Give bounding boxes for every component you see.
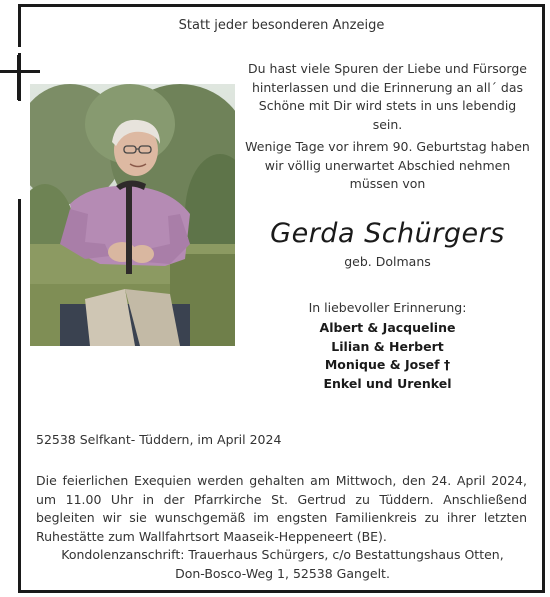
condolence-line: Kondolenzanschrift: Trauerhaus Schürgers, c/o Bestattungshaus Otten, xyxy=(61,547,504,562)
deceased-name: Gerda Schürgers xyxy=(270,218,505,249)
mourner-entry: Lilian & Herbert xyxy=(331,338,444,354)
mourner-entry: Enkel und Urenkel xyxy=(323,375,452,391)
verse-line: Du hast viele Spuren der Liebe und Fürsorge xyxy=(248,61,527,76)
announcement-line: müssen von xyxy=(349,176,426,191)
mourner-entry: Albert & Jacqueline xyxy=(319,320,456,335)
notice-header: Statt jeder besonderen Anzeige xyxy=(178,18,385,33)
birth-name: geb. Dolmans xyxy=(344,254,431,269)
condolence-line: Don-Bosco-Weg 1, 52538 Gangelt. xyxy=(175,565,390,581)
verse-line: hinterlassen und die Erinnerung an all´ das xyxy=(251,79,524,95)
mourners-list xyxy=(245,319,530,393)
border-gap xyxy=(15,47,23,53)
memory-intro: In liebevoller Erinnerung: xyxy=(308,300,467,315)
portrait-photo xyxy=(30,84,235,346)
announcement xyxy=(245,138,530,194)
verse-line: Schöne mit Dir wird stets in uns lebendig sein. xyxy=(258,98,517,132)
service-details: Die feierlichen Exequien werden gehalten am Mittwoch, den 24. April 2024, um 11.00 Uhr in der Pfarrkirche St. Gertrud zu Tüddern. Anschließend begleiten wir sie wunschgemäß im engsten Familienkreis zu ihrer letzten Ruhestätte zum Wallfahrtsort Maaseik-Heppeneert (BE). xyxy=(36,473,527,544)
border-gap xyxy=(15,101,23,199)
place-date: 52538 Selfkant- Tüddern, im April 2024 xyxy=(36,432,282,447)
condolence-address xyxy=(30,546,535,583)
memorial-verse xyxy=(245,60,530,134)
announcement-line: wir völlig unerwartet Abschied nehmen xyxy=(264,157,511,173)
announcement-line: Wenige Tage vor ihrem 90. Geburtstag haben xyxy=(245,139,530,154)
mourner-entry: Monique & Josef † xyxy=(324,357,451,372)
